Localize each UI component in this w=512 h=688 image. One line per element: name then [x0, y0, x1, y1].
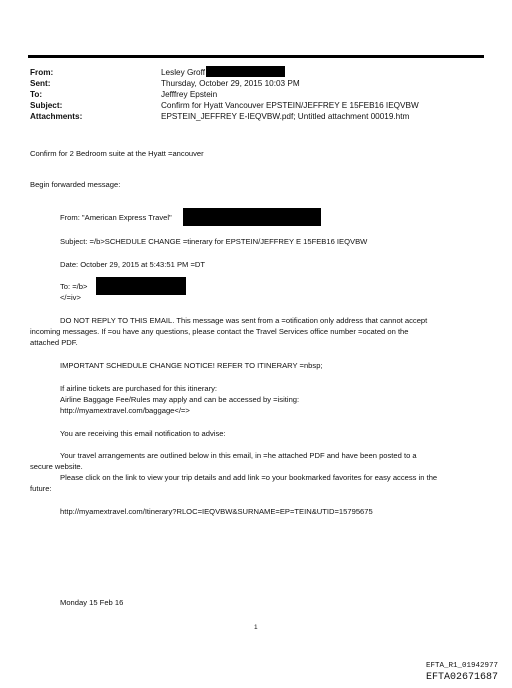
notice-line-3: attached PDF.	[30, 338, 78, 347]
body-line-forwarded: Begin forwarded message:	[30, 180, 121, 189]
redaction-block	[96, 277, 186, 295]
footer-id-2: EFTA02671687	[425, 672, 498, 683]
arrangements-line-2: secure website.	[30, 462, 83, 471]
fwd-to: To: =/b>	[60, 282, 88, 291]
sent-label: Sent:	[30, 79, 51, 88]
to-label: To:	[30, 90, 43, 99]
fwd-date: Date: October 29, 2015 at 5:43:51 PM =DT	[60, 260, 205, 269]
advise-line: You are receiving this email notification to advise:	[60, 429, 226, 438]
sent-value: Thursday, October 29, 2015 10:03 PM	[161, 79, 300, 88]
baggage-link: http://myamextravel.com/baggage</=>	[60, 406, 190, 415]
attachments-value: EPSTEIN_JEFFREY E-IEQVBW.pdf; Untitled attachment 00019.htm	[161, 112, 410, 121]
page-number: 1	[254, 624, 258, 631]
fwd-from: From: "American Express Travel"	[60, 213, 172, 222]
baggage-line-1: If airline tickets are purchased for this itinerary:	[60, 384, 218, 393]
arrangements-line-4: future:	[30, 484, 52, 493]
from-value: Lesley Groff	[161, 68, 205, 77]
to-value: Jefffrey Epstein	[161, 90, 218, 99]
important-notice: IMPORTANT SCHEDULE CHANGE NOTICE! REFER TO ITINERARY =nbsp;	[60, 361, 323, 370]
attachments-label: Attachments:	[30, 112, 83, 121]
fwd-div: </=iv>	[60, 293, 81, 302]
redaction-block	[183, 208, 321, 226]
header-rule	[28, 55, 484, 58]
body-line-confirm: Confirm for 2 Bedroom suite at the Hyatt =ancouver	[30, 149, 204, 158]
fwd-subject: Subject: =/b>SCHEDULE CHANGE =tinerary for EPSTEIN/JEFFREY E 15FEB16 IEQVBW	[60, 237, 368, 246]
trip-date: Monday 15 Feb 16	[60, 598, 124, 607]
from-label: From:	[30, 68, 54, 77]
arrangements-line-3: Please click on the link to view your trip details and add link =o your bookmarked favorites for easy access in the	[60, 473, 438, 482]
footer-id-1: EFTA_R1_01942977	[425, 662, 498, 670]
subject-label: Subject:	[30, 101, 63, 110]
itinerary-link: http://myamextravel.com/Itinerary?RLOC=IEQVBW&SURNAME=EP=TEIN&UTID=15795675	[60, 507, 373, 516]
baggage-line-2: Airline Baggage Fee/Rules may apply and can be accessed by =isiting:	[60, 395, 300, 404]
arrangements-line-1: Your travel arrangements are outlined below in this email, in =he attached PDF and have been posted to a	[60, 451, 417, 460]
subject-value: Confirm for Hyatt Vancouver EPSTEIN/JEFFREY E 15FEB16 IEQVBW	[161, 101, 419, 110]
redaction-block	[206, 66, 285, 77]
notice-line-2: incoming messages. If =ou have any questions, please contact the Travel Services office number =ocated on the	[30, 327, 409, 336]
notice-line-1: DO NOT REPLY TO THIS EMAIL. This message was sent from a =otification only address that cannot accept	[60, 316, 428, 325]
